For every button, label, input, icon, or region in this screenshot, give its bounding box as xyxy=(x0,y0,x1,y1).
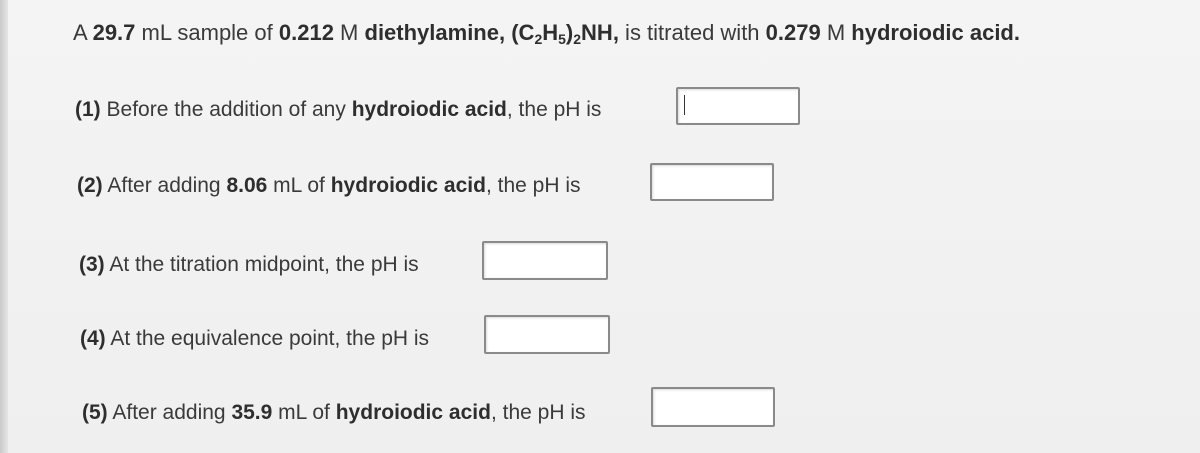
question-3-text: At the titration midpoint, the pH is xyxy=(104,253,419,276)
question-2-text-b: mL of xyxy=(267,174,331,197)
answer-input-5[interactable] xyxy=(651,387,775,427)
question-5-number: (5) xyxy=(82,401,108,424)
question-5-amount: 35.9 xyxy=(231,401,273,424)
question-4-number: (4) xyxy=(80,327,106,350)
text-cursor xyxy=(684,95,685,115)
question-4-text: At the equivalence point, the pH is xyxy=(105,327,430,350)
question-2-acid: hydroiodic acid xyxy=(330,174,486,197)
question-5-text-c: , the pH is xyxy=(490,401,586,424)
question-4 xyxy=(80,325,429,353)
question-5 xyxy=(82,399,585,427)
intro-text-5: M xyxy=(820,20,852,45)
question-3 xyxy=(79,251,419,279)
acid-concentration: 0.279 xyxy=(765,20,821,45)
question-2-number: (2) xyxy=(77,174,103,197)
base-formula: $(C_2H_5)_2NH$, xyxy=(511,20,619,47)
question-5-text-b: mL of xyxy=(272,401,336,424)
problem-intro xyxy=(73,18,1020,48)
answer-input-4[interactable] xyxy=(484,315,610,354)
question-2-text-c: , the pH is xyxy=(485,174,581,197)
sample-volume: 29.7 xyxy=(92,20,136,45)
question-1-text-a: Before the addition of any xyxy=(100,98,352,121)
intro-text-4: is titrated with xyxy=(618,20,766,45)
base-concentration: 0.212 xyxy=(278,20,334,45)
intro-text-2: mL sample of xyxy=(135,20,279,45)
question-1-text-b: , the pH is xyxy=(506,98,602,121)
question-1 xyxy=(75,96,601,124)
answer-input-3[interactable] xyxy=(482,241,608,280)
answer-input-1[interactable] xyxy=(676,87,800,125)
base-name: diethylamine, xyxy=(364,20,506,45)
answer-input-2[interactable] xyxy=(650,163,774,201)
question-1-acid: hydroiodic acid xyxy=(351,98,507,121)
question-1-number: (1) xyxy=(75,98,101,121)
left-edge-bar xyxy=(0,0,8,453)
question-2 xyxy=(77,172,580,200)
question-5-text-a: After adding xyxy=(107,401,232,424)
question-2-amount: 8.06 xyxy=(226,174,268,197)
question-5-acid: hydroiodic acid xyxy=(335,401,491,424)
intro-text-1: A xyxy=(73,20,93,45)
question-3-number: (3) xyxy=(79,253,105,276)
acid-name: hydroiodic acid. xyxy=(851,20,1020,45)
question-2-text-a: After adding xyxy=(102,174,227,197)
intro-text-3: M xyxy=(333,20,365,45)
